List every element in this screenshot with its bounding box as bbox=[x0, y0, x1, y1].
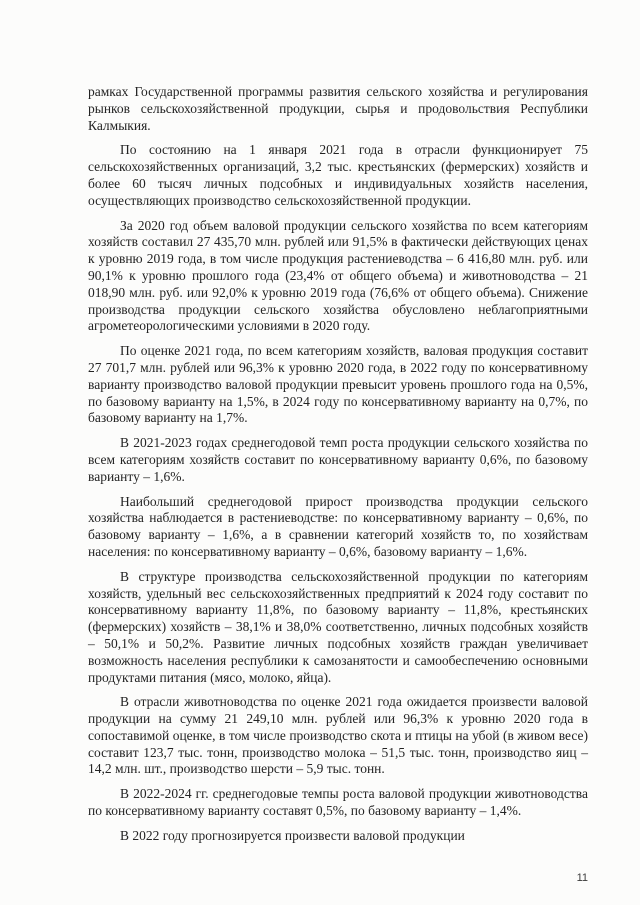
paragraph: В 2021-2023 годах среднегодовой темп роста продукции сельского хозяйства по всем категориям хозяйств составит по консервативному варианту 0,6%, по базовому варианту – 1,6%. bbox=[88, 435, 588, 484]
paragraph: По оценке 2021 года, по всем категориям хозяйств, валовая продукция составит 27 701,7 млн. рублей или 96,3% к уровню 2020 года, в 2022 году по консервативному варианту производство валовой продукции превысит уровень прошлого года на 0,5%, по базовому варианту на 1,5%, в 2024 году по консервативному варианту на 0,7%, по базовому варианту на 1,7%. bbox=[88, 343, 588, 426]
paragraph: В 2022 году прогнозируется произвести валовой продукции bbox=[120, 827, 465, 843]
paragraph: рамках Государственной программы развития сельского хозяйства и регулирования рынков сельскохозяйственной продукции, сырья и продовольствия Республики Калмыкия. bbox=[88, 84, 588, 133]
paragraph: За 2020 год объем валовой продукции сельского хозяйства по всем категориям хозяйств составил 27 435,70 млн. рублей или 91,5% в фактически действующих ценах к уровню 2019 года, в том числе продукция растениеводства – 6 416,80 млн. руб. или 90,1% к уровню прошлого года (23,4% от общего объема) и животноводства – 21 018,90 млн. руб. или 92,0% к уровню 2019 года (76,6% от общего объема). Снижение производства продукции сельского хозяйства обусловлено неблагоприятными агрометеорологическими условиями в 2020 году. bbox=[88, 217, 588, 334]
page-number: 11 bbox=[576, 872, 588, 884]
document-body bbox=[88, 84, 588, 845]
paragraph: В отрасли животноводства по оценке 2021 года ожидается произвести валовой продукции на сумму 21 249,10 млн. рублей или 96,3% к уровню 2020 года в сопоставимой оценке, в том числе производство скота и птицы на убой (в живом весе) составит 123,7 тыс. тонн, производство молока – 51,5 тыс. тонн, производство яиц – 14,2 млн. шт., производство шерсти – 5,9 тыс. тонн. bbox=[88, 694, 588, 777]
paragraph: По состоянию на 1 января 2021 года в отрасли функционирует 75 сельскохозяйственных организаций, 3,2 тыс. крестьянских (фермерских) хозяйств и более 60 тысяч личных подсобных и индивидуальных хозяйств населения, осуществляющих производство сельскохозяйственной продукции. bbox=[88, 142, 588, 208]
paragraph: Наибольший среднегодовой прирост производства продукции сельского хозяйства наблюдается в растениеводстве: по консервативному варианту – 0,6%, по базовому варианту – 1,6%, а в сравнении категорий хозяйств то, по хозяйствам населения: по консервативному варианту – 0,6%, базовому варианту – 1,6%. bbox=[88, 493, 588, 559]
paragraph: В 2022-2024 гг. среднегодовые темпы роста валовой продукции животноводства по консервативному варианту составят 0,5%, по базовому варианту – 1,4%. bbox=[88, 786, 588, 819]
paragraph: В структуре производства сельскохозяйственной продукции по категориям хозяйств, удельный вес сельскохозяйственных предприятий к 2024 году составит по консервативному варианту 11,8%, по базовому варианту – 11,8%, крестьянских (фермерских) хозяйств – 38,1% и 38,0% соответственно, личных подсобных хозяйств – 50,1% и 50,2%. Развитие личных подсобных хозяйств граждан увеличивает возможность населения республики к самозанятости и самообеспечению основными продуктами питания (мясо, молоко, яйца). bbox=[88, 568, 588, 685]
